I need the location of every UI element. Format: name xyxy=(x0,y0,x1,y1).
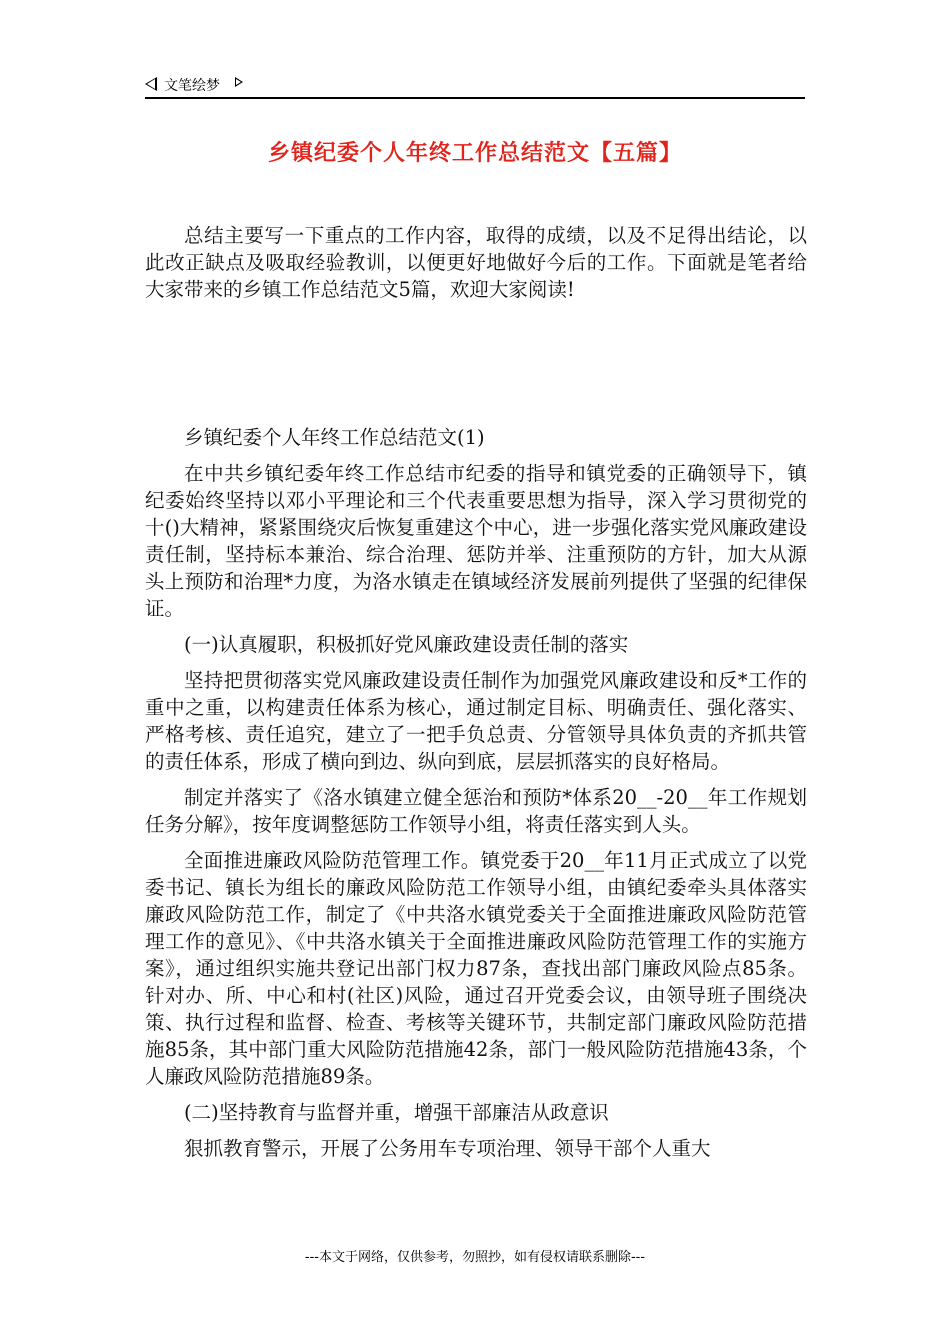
paragraph: 狠抓教育警示，开展了公务用车专项治理、领导干部个人重大 xyxy=(184,1137,711,1160)
right-triangle-icon xyxy=(235,77,243,87)
intro-paragraph: 总结主要写一下重点的工作内容，取得的成绩，以及不足得出结论，以此改正缺点及吸取经验教训，以便更好地做好今后的工作。下面就是笔者给大家带来的乡镇工作总结范文5篇，欢迎大家阅读! xyxy=(145,224,807,301)
page-header xyxy=(145,74,805,98)
paragraph: 全面推进廉政风险防范管理工作。镇党委于20__年11月正式成立了以党委书记、镇长为组长的廉政风险防范工作领导小组，由镇纪委牵头具体落实廉政风险防范工作，制定了《中共洛水镇党委关于全面推进廉政风险防范管理工作的意见》、《中共洛水镇关于全面推进廉政风险防范管理工作的实施方案》，通过组织实施共登记出部门权力87条，查找出部门廉政风险点85条。针对办、所、中心和村(社区)风险，通过召开党委会议，由领导班子围绕决策、执行过程和监督、检查、考核等关键环节，共制定部门廉政风险防范措施85条，其中部门重大风险防范措施42条，部门一般风险防范措施43条，个人廉政风险防范措施89条。 xyxy=(145,849,807,1088)
document-title: 乡镇纪委个人年终工作总结范文【五篇】 xyxy=(267,141,682,166)
subheading: (二)坚持教育与监督并重，增强干部廉洁从政意识 xyxy=(184,1101,609,1124)
paragraph: 制定并落实了《洛水镇建立健全惩治和预防*体系20__-20__年工作规划任务分解》，按年度调整惩防工作领导小组，将责任落实到人头。 xyxy=(145,786,807,836)
header-divider xyxy=(145,97,805,99)
left-triangle-icon xyxy=(145,77,157,91)
paragraph: 在中共乡镇纪委年终工作总结市纪委的指导和镇党委的正确领导下，镇纪委始终坚持以邓小平理论和三个代表重要思想为指导，深入学习贯彻党的十()大精神，紧紧围绕灾后恢复重建这个中心，进一步强化落实党风廉政建设责任制，坚持标本兼治、综合治理、惩防并举、注重预防的方针，加大从源头上预防和治理*力度，为洛水镇走在镇域经济发展前列提供了坚强的纪律保证。 xyxy=(145,462,807,620)
subheading: (一)认真履职，积极抓好党风廉政建设责任制的落实 xyxy=(184,633,629,656)
header-brand: 文笔绘梦 xyxy=(164,78,220,94)
paragraph: 坚持把贯彻落实党风廉政建设责任制作为加强党风廉政建设和反*工作的重中之重，以构建责任体系为核心，通过制定目标、明确责任、强化落实、严格考核、责任追究，建立了一把手负总责、分管领导具体负责的齐抓共管的责任体系，形成了横向到边、纵向到底，层层抓落实的良好格局。 xyxy=(145,669,807,773)
section-heading: 乡镇纪委个人年终工作总结范文(1) xyxy=(184,426,485,449)
section-1 xyxy=(145,424,807,1162)
page-footer: ---本文于网络，仅供参考，勿照抄，如有侵权请联系删除--- xyxy=(304,1250,646,1265)
intro-block xyxy=(145,222,807,303)
